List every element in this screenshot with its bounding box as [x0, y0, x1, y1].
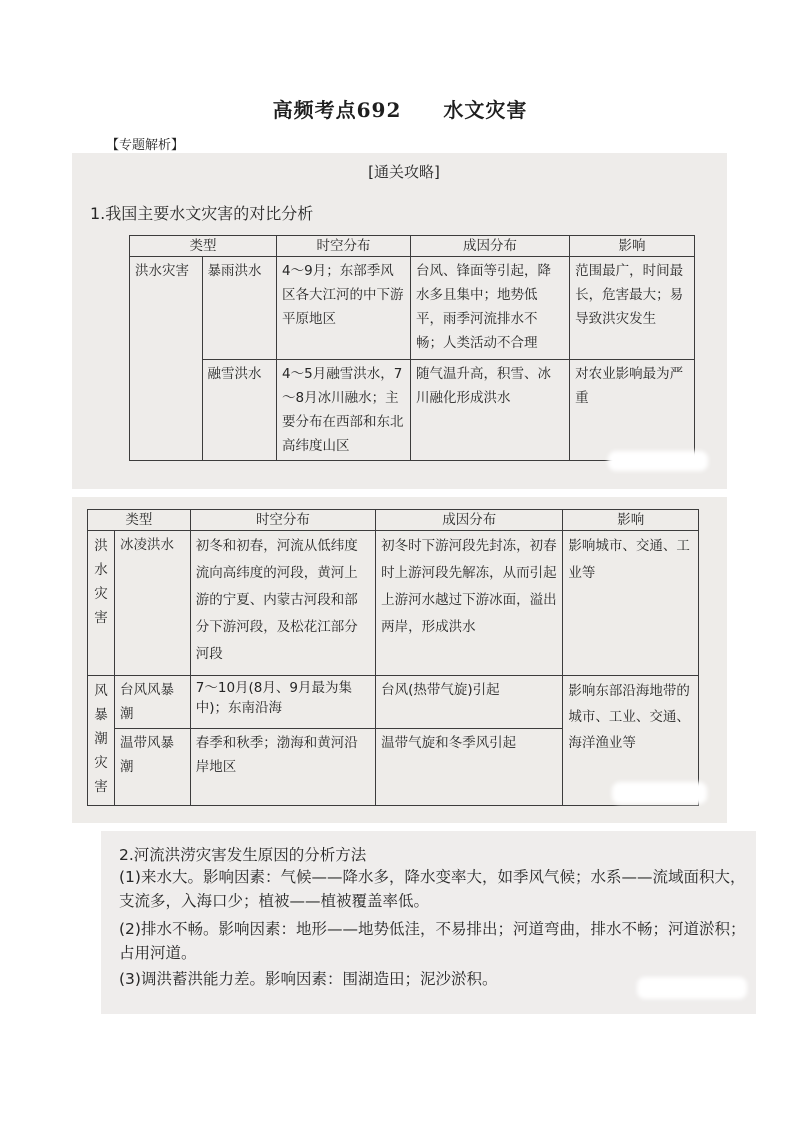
group-label: 洪水灾害	[130, 257, 203, 461]
time-space-cell: 春季和秋季；渤海和黄河沿岸地区	[190, 729, 375, 806]
impact-cell: 范围最广，时间最长，危害最大；易导致洪灾发生	[570, 257, 695, 360]
impact-cell: 影响东部沿海地带的城市、工业、交通、海洋渔业等	[563, 676, 699, 806]
photo-analysis-methods	[101, 831, 756, 1014]
section-tag: 【专题解析】	[106, 138, 185, 153]
time-space-cell: 4～5月融雪洪水，7～8月冰川融水；主要分布在西部和东北高纬度山区	[277, 360, 411, 461]
type-cell: 冰凌洪水	[115, 531, 191, 676]
document-title: 高频考点692 水文灾害	[272, 98, 528, 122]
hazard-comparison-table-2	[87, 509, 699, 806]
time-space-cell: 初冬和初春，河流从低纬度流向高纬度的河段，黄河上游的宁夏、内蒙古河段和部分下游河段，及松花江部分河段	[190, 531, 375, 676]
comparison-subheading: 1.我国主要水文灾害的对比分析	[90, 204, 314, 223]
group-label-storm	[88, 676, 115, 806]
cause-cell: 温带气旋和冬季风引起	[376, 729, 563, 806]
vertical-text: 洪水灾害	[94, 538, 108, 626]
impact-cell: 对农业影响最为严重	[570, 360, 695, 461]
strategy-heading: [通关攻略]	[368, 163, 440, 181]
header-impact: 影响	[563, 510, 699, 531]
header-impact: 影响	[570, 236, 695, 257]
table-row	[88, 676, 699, 729]
analysis-item-2: (2)排水不畅。影响因素：地形——地势低洼，不易排出；河道弯曲，排水不畅；河道淤积；占用河道。	[119, 920, 746, 962]
header-cause: 成因分布	[376, 510, 563, 531]
type-cell: 融雪洪水	[202, 360, 277, 461]
header-type: 类型	[130, 236, 277, 257]
type-cell: 温带风暴潮	[115, 729, 191, 806]
photo-table-1	[72, 153, 727, 489]
hazard-comparison-table-1	[129, 235, 695, 461]
header-type: 类型	[88, 510, 191, 531]
time-space-cell: 4～9月；东部季风区各大江河的中下游平原地区	[277, 257, 411, 360]
header-time-space: 时空分布	[277, 236, 411, 257]
table-row	[130, 360, 695, 461]
header-cause: 成因分布	[410, 236, 569, 257]
paper-glare	[637, 977, 747, 999]
group-label-flood	[88, 531, 115, 676]
paper-glare	[608, 451, 708, 471]
table-header-row	[130, 236, 695, 257]
cause-cell: 初冬时下游河段先封冻，初春时上游河段先解冻，从而引起上游河水越过下游冰面，溢出两岸，形成洪水	[376, 531, 563, 676]
type-cell: 台风风暴潮	[115, 676, 191, 729]
cause-cell: 随气温升高，积雪、冰川融化形成洪水	[410, 360, 569, 461]
header-time-space: 时空分布	[190, 510, 375, 531]
analysis-item-3: (3)调洪蓄洪能力差。影响因素：围湖造田；泥沙淤积。	[119, 970, 498, 988]
cause-cell: 台风、锋面等引起，降水多且集中；地势低平，雨季河流排水不畅；人类活动不合理	[410, 257, 569, 360]
analysis-subheading: 2.河流洪涝灾害发生原因的分析方法	[119, 846, 367, 864]
table-row	[130, 257, 695, 360]
table-row	[88, 531, 699, 676]
analysis-item-1: (1)来水大。影响因素：气候——降水多，降水变率大，如季风气候；水系——流域面积大，支流多，入海口少；植被——植被覆盖率低。	[119, 868, 746, 910]
cause-cell: 台风(热带气旋)引起	[376, 676, 563, 729]
vertical-text: 风暴潮灾害	[94, 683, 108, 795]
photo-table-2	[72, 497, 727, 823]
type-cell: 暴雨洪水	[202, 257, 277, 360]
paper-glare	[612, 782, 707, 804]
time-space-cell: 7～10月(8月、9月最为集中)；东南沿海	[190, 676, 375, 729]
impact-cell: 影响城市、交通、工业等	[563, 531, 699, 676]
table-header-row	[88, 510, 699, 531]
